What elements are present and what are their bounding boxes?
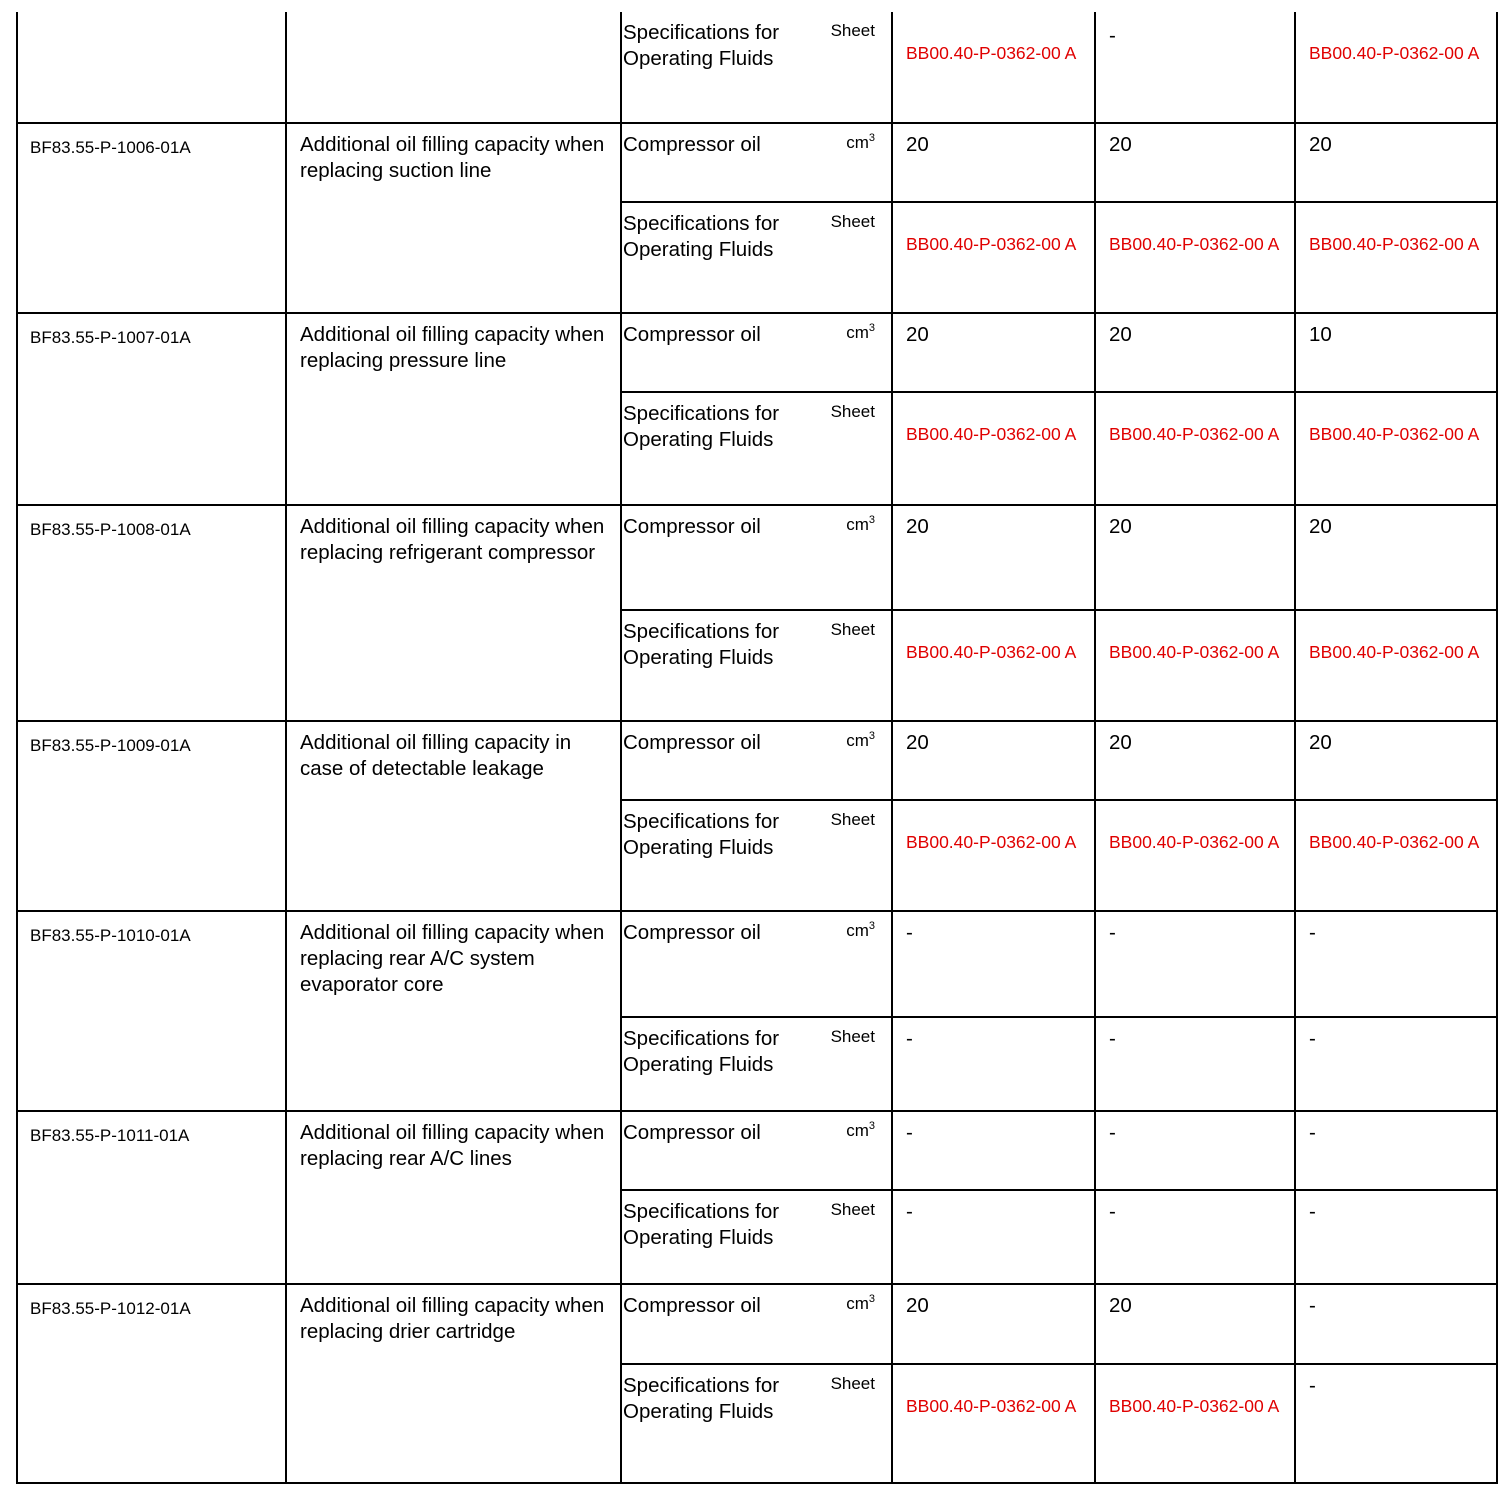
table-row-continued xyxy=(17,12,1497,123)
spec-item-label: Specifications for Operating Fluids xyxy=(621,202,821,313)
oil-unit-label xyxy=(821,313,892,392)
oil-value-2: 20 xyxy=(1095,721,1295,800)
unit-text: cm xyxy=(846,921,869,940)
oil-value-3: - xyxy=(1295,1284,1497,1364)
unit-superscript: 3 xyxy=(868,1293,875,1305)
oil-item-label: Compressor oil xyxy=(621,721,821,800)
oil-value-1: 20 xyxy=(892,123,1095,202)
unit-text: cm xyxy=(846,731,869,750)
table-row xyxy=(17,1284,1497,1364)
unit-text: cm xyxy=(846,515,869,534)
unit-superscript: 3 xyxy=(868,322,875,334)
oil-unit-label xyxy=(821,123,892,202)
spec-value-3: - xyxy=(1295,1190,1497,1284)
spec-value-1[interactable]: BB00.40-P-0362-00 A xyxy=(892,392,1095,505)
table-row xyxy=(17,721,1497,800)
spec-value-3[interactable]: BB00.40-P-0362-00 A xyxy=(1295,202,1497,313)
spec-value-3[interactable]: BB00.40-P-0362-00 A xyxy=(1295,392,1497,505)
spec-value-1[interactable]: BB00.40-P-0362-00 A xyxy=(892,610,1095,721)
spec-value-1: - xyxy=(892,1190,1095,1284)
oil-item-label: Compressor oil xyxy=(621,505,821,610)
oil-value-2: - xyxy=(1095,1111,1295,1190)
code-cell: BF83.55-P-1007-01A xyxy=(17,313,286,505)
spec-value-1: - xyxy=(892,1017,1095,1111)
code-cell: BF83.55-P-1011-01A xyxy=(17,1111,286,1284)
spec-value-1[interactable]: BB00.40-P-0362-00 A xyxy=(892,12,1095,123)
spec-item-label: Specifications for Operating Fluids xyxy=(621,392,821,505)
spec-value-3[interactable]: BB00.40-P-0362-00 A xyxy=(1295,610,1497,721)
unit-text: cm xyxy=(846,133,869,152)
oil-item-label: Compressor oil xyxy=(621,1111,821,1190)
table-row xyxy=(17,123,1497,202)
spec-value-2[interactable]: BB00.40-P-0362-00 A xyxy=(1095,202,1295,313)
spec-value-3[interactable]: BB00.40-P-0362-00 A xyxy=(1295,800,1497,911)
oil-value-1: - xyxy=(892,1111,1095,1190)
description-cell: Additional oil filling capacity when replacing pressure line xyxy=(286,313,621,505)
oil-unit-label xyxy=(821,505,892,610)
oil-value-1: 20 xyxy=(892,505,1095,610)
spec-item-label: Specifications for Operating Fluids xyxy=(621,800,821,911)
oil-value-3: 20 xyxy=(1295,505,1497,610)
spec-value-3[interactable]: BB00.40-P-0362-00 A xyxy=(1295,12,1497,123)
oil-value-3: 10 xyxy=(1295,313,1497,392)
spec-value-2: - xyxy=(1095,1190,1295,1284)
code-cell: BF83.55-P-1008-01A xyxy=(17,505,286,721)
oil-value-2: - xyxy=(1095,911,1295,1017)
spec-value-2[interactable]: BB00.40-P-0362-00 A xyxy=(1095,610,1295,721)
spec-unit-label: Sheet xyxy=(821,1364,892,1483)
unit-text: cm xyxy=(846,1294,869,1313)
code-cell-continued xyxy=(17,12,286,123)
description-cell: Additional oil filling capacity when replacing suction line xyxy=(286,123,621,313)
unit-superscript: 3 xyxy=(868,132,875,144)
spec-unit-label: Sheet xyxy=(821,202,892,313)
spec-item-label: Specifications for Operating Fluids xyxy=(621,1364,821,1483)
oil-value-2: 20 xyxy=(1095,1284,1295,1364)
oil-unit-label xyxy=(821,911,892,1017)
spec-value-3: - xyxy=(1295,1364,1497,1483)
oil-value-1: 20 xyxy=(892,1284,1095,1364)
description-cell: Additional oil filling capacity when replacing refrigerant compressor xyxy=(286,505,621,721)
spec-value-1[interactable]: BB00.40-P-0362-00 A xyxy=(892,800,1095,911)
description-cell: Additional oil filling capacity in case of detectable leakage xyxy=(286,721,621,911)
oil-value-2: 20 xyxy=(1095,313,1295,392)
spec-value-1[interactable]: BB00.40-P-0362-00 A xyxy=(892,202,1095,313)
spec-unit-label: Sheet xyxy=(821,392,892,505)
unit-text: cm xyxy=(846,323,869,342)
table-body xyxy=(17,12,1497,1483)
oil-item-label: Compressor oil xyxy=(621,911,821,1017)
oil-value-3: 20 xyxy=(1295,123,1497,202)
oil-value-1: 20 xyxy=(892,313,1095,392)
spec-value-2[interactable]: BB00.40-P-0362-00 A xyxy=(1095,1364,1295,1483)
spec-unit-label: Sheet xyxy=(821,1190,892,1284)
spec-item-label: Specifications for Operating Fluids xyxy=(621,12,821,123)
code-cell: BF83.55-P-1010-01A xyxy=(17,911,286,1111)
oil-value-2: 20 xyxy=(1095,123,1295,202)
oil-value-1: 20 xyxy=(892,721,1095,800)
unit-text: cm xyxy=(846,1121,869,1140)
spec-value-2[interactable]: BB00.40-P-0362-00 A xyxy=(1095,392,1295,505)
table-row xyxy=(17,1111,1497,1190)
table-row xyxy=(17,505,1497,610)
oil-value-3: 20 xyxy=(1295,721,1497,800)
unit-superscript: 3 xyxy=(868,920,875,932)
description-cell: Additional oil filling capacity when replacing drier cartridge xyxy=(286,1284,621,1483)
code-cell: BF83.55-P-1012-01A xyxy=(17,1284,286,1483)
oil-value-2: 20 xyxy=(1095,505,1295,610)
oil-unit-label xyxy=(821,1284,892,1364)
spec-unit-label: Sheet xyxy=(821,800,892,911)
spec-unit-label: Sheet xyxy=(821,610,892,721)
oil-value-1: - xyxy=(892,911,1095,1017)
code-cell: BF83.55-P-1009-01A xyxy=(17,721,286,911)
oil-item-label: Compressor oil xyxy=(621,123,821,202)
oil-value-3: - xyxy=(1295,1111,1497,1190)
spec-value-2: - xyxy=(1095,1017,1295,1111)
oil-value-3: - xyxy=(1295,911,1497,1017)
spec-unit-label: Sheet xyxy=(821,12,892,123)
code-cell: BF83.55-P-1006-01A xyxy=(17,123,286,313)
spec-value-1[interactable]: BB00.40-P-0362-00 A xyxy=(892,1364,1095,1483)
spec-item-label: Specifications for Operating Fluids xyxy=(621,1017,821,1111)
spec-value-2: - xyxy=(1095,12,1295,123)
oil-unit-label xyxy=(821,721,892,800)
table-row xyxy=(17,313,1497,392)
description-cell-continued xyxy=(286,12,621,123)
oil-item-label: Compressor oil xyxy=(621,313,821,392)
spec-value-2[interactable]: BB00.40-P-0362-00 A xyxy=(1095,800,1295,911)
spec-unit-label: Sheet xyxy=(821,1017,892,1111)
table-row xyxy=(17,911,1497,1017)
oil-unit-label xyxy=(821,1111,892,1190)
oil-item-label: Compressor oil xyxy=(621,1284,821,1364)
operating-fluids-table xyxy=(16,12,1498,1484)
description-cell: Additional oil filling capacity when replacing rear A/C lines xyxy=(286,1111,621,1284)
spec-item-label: Specifications for Operating Fluids xyxy=(621,610,821,721)
unit-superscript: 3 xyxy=(868,1120,875,1132)
description-cell: Additional oil filling capacity when replacing rear A/C system evaporator core xyxy=(286,911,621,1111)
unit-superscript: 3 xyxy=(868,730,875,742)
spec-value-3: - xyxy=(1295,1017,1497,1111)
spec-item-label: Specifications for Operating Fluids xyxy=(621,1190,821,1284)
unit-superscript: 3 xyxy=(868,514,875,526)
